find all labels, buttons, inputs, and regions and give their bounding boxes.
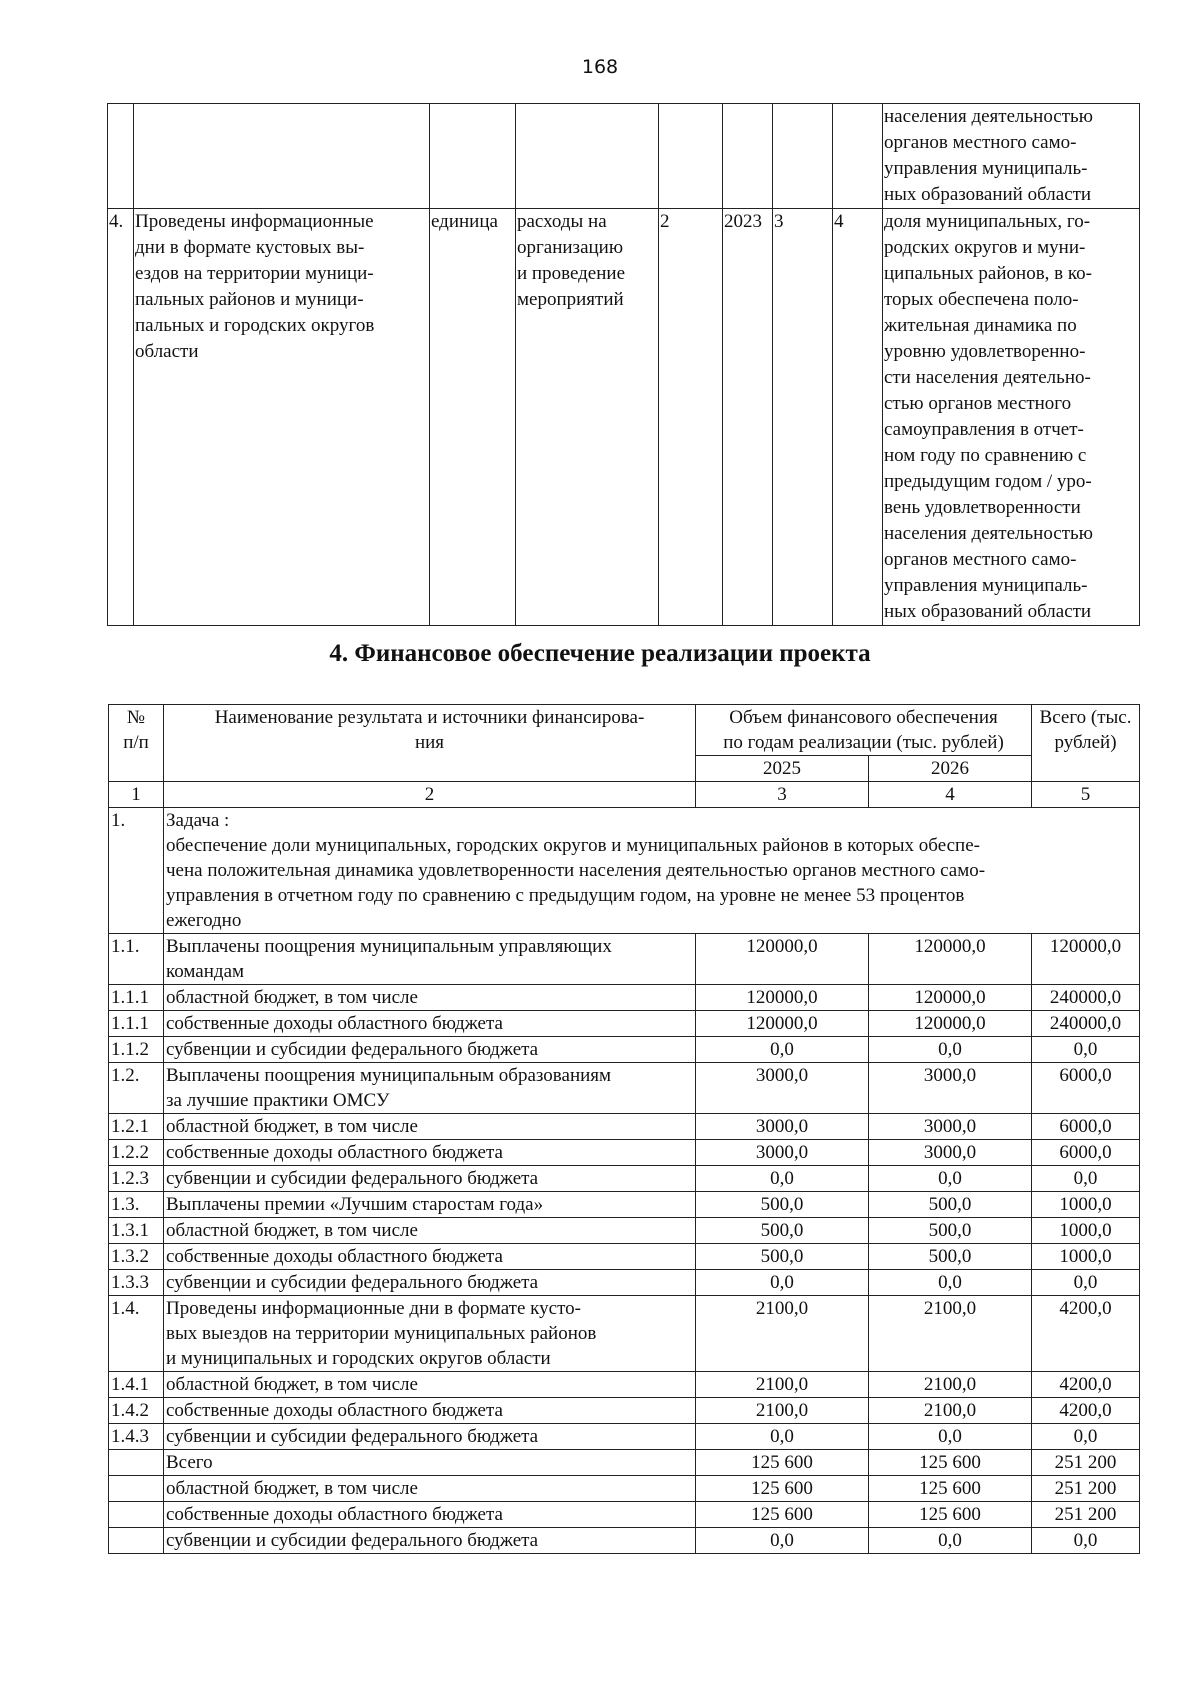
task-text: Задача : обеспечение доли муниципальных, городских округов и муниципальных районов в которых обеспе- чена положительная динамика удовлетворенности населения деятельностью органов местного само- управления в отчетном году по сравнению с предыдущим годом, на уровне не менее 53 процентов ежегодно bbox=[164, 808, 1140, 934]
row-name: Проведены информационные дни в формате кусто- вых выездов на территории муниципальных районов и муниципальных и городских округов области bbox=[164, 1296, 696, 1372]
table-row bbox=[109, 1166, 1140, 1192]
table-row bbox=[108, 104, 1140, 209]
value-2025: 500,0 bbox=[696, 1244, 869, 1270]
table-row bbox=[109, 1398, 1140, 1424]
row-name: собственные доходы областного бюджета bbox=[164, 1244, 696, 1270]
value-total: 0,0 bbox=[1032, 1270, 1140, 1296]
table-row bbox=[109, 1296, 1140, 1372]
header-year: 2026 bbox=[869, 756, 1032, 782]
row-name: собственные доходы областного бюджета bbox=[164, 1140, 696, 1166]
value-total: 6000,0 bbox=[1032, 1114, 1140, 1140]
value-total: 1000,0 bbox=[1032, 1192, 1140, 1218]
table-row bbox=[109, 1450, 1140, 1476]
row-number: 1.1.1 bbox=[109, 1011, 164, 1037]
row-number: 1.2.1 bbox=[109, 1114, 164, 1140]
value-2026: 0,0 bbox=[869, 1528, 1032, 1554]
value-2026: 120000,0 bbox=[869, 1011, 1032, 1037]
value-2025: 2100,0 bbox=[696, 1398, 869, 1424]
header-row bbox=[109, 705, 1140, 756]
value-2025: 125 600 bbox=[696, 1476, 869, 1502]
column-number: 4 bbox=[869, 782, 1032, 808]
table-row bbox=[109, 1192, 1140, 1218]
value-total: 4200,0 bbox=[1032, 1372, 1140, 1398]
value-total: 0,0 bbox=[1032, 1424, 1140, 1450]
value-2025: 125 600 bbox=[696, 1502, 869, 1528]
task-row bbox=[109, 808, 1140, 934]
value-cell: 4 bbox=[833, 209, 883, 626]
column-number: 2 bbox=[164, 782, 696, 808]
cell bbox=[833, 104, 883, 209]
row-name: областной бюджет, в том числе bbox=[164, 1114, 696, 1140]
cell bbox=[723, 104, 773, 209]
value-2025: 120000,0 bbox=[696, 934, 869, 985]
table-row bbox=[109, 1011, 1140, 1037]
value-2026: 2100,0 bbox=[869, 1296, 1032, 1372]
row-number: 1.3.1 bbox=[109, 1218, 164, 1244]
row-number: 1.3.2 bbox=[109, 1244, 164, 1270]
value-2025: 2100,0 bbox=[696, 1296, 869, 1372]
value-2026: 3000,0 bbox=[869, 1063, 1032, 1114]
table-row bbox=[109, 1528, 1140, 1554]
value-2026: 0,0 bbox=[869, 1424, 1032, 1450]
row-name: Выплачены поощрения муниципальным образованиям за лучшие практики ОМСУ bbox=[164, 1063, 696, 1114]
row-name: субвенции и субсидии федерального бюджета bbox=[164, 1424, 696, 1450]
row-name: областной бюджет, в том числе bbox=[164, 985, 696, 1011]
value-2025: 2100,0 bbox=[696, 1372, 869, 1398]
column-number: 1 bbox=[109, 782, 164, 808]
value-2025: 0,0 bbox=[696, 1424, 869, 1450]
cell bbox=[516, 104, 659, 209]
row-number: 1.4. bbox=[109, 1296, 164, 1372]
row-number bbox=[109, 1476, 164, 1502]
row-name: Выплачены поощрения муниципальным управляющих командам bbox=[164, 934, 696, 985]
cell bbox=[108, 104, 134, 209]
section-title: 4. Финансовое обеспечение реализации проекта bbox=[329, 640, 871, 667]
value-2025: 125 600 bbox=[696, 1450, 869, 1476]
row-name: Всего bbox=[164, 1450, 696, 1476]
value-2026: 3000,0 bbox=[869, 1114, 1032, 1140]
indicator-cell: населения деятельностью органов местного само- управления муниципаль- ных образований области bbox=[883, 104, 1140, 209]
row-name: областной бюджет, в том числе bbox=[164, 1476, 696, 1502]
column-number: 5 bbox=[1032, 782, 1140, 808]
table-row bbox=[109, 1476, 1140, 1502]
row-name: областной бюджет, в том числе bbox=[164, 1218, 696, 1244]
value-2026: 120000,0 bbox=[869, 934, 1032, 985]
row-name: субвенции и субсидии федерального бюджета bbox=[164, 1270, 696, 1296]
row-number bbox=[109, 1502, 164, 1528]
column-numbers-row bbox=[109, 782, 1140, 808]
value-2026: 125 600 bbox=[869, 1476, 1032, 1502]
header-num: № п/п bbox=[109, 705, 164, 782]
row-name: Выплачены премии «Лучшим старостам года» bbox=[164, 1192, 696, 1218]
unit-cell: единица bbox=[430, 209, 516, 626]
table-row bbox=[109, 985, 1140, 1011]
header-total: Всего (тыс. рублей) bbox=[1032, 705, 1140, 782]
value-2026: 125 600 bbox=[869, 1502, 1032, 1528]
value-2025: 120000,0 bbox=[696, 985, 869, 1011]
value-total: 1000,0 bbox=[1032, 1244, 1140, 1270]
cell bbox=[659, 104, 723, 209]
row-number: 1.1.2 bbox=[109, 1037, 164, 1063]
row-number: 4. bbox=[108, 209, 134, 626]
value-2025: 0,0 bbox=[696, 1037, 869, 1063]
financing-table bbox=[108, 704, 1140, 1554]
row-number: 1.4.2 bbox=[109, 1398, 164, 1424]
table-row bbox=[109, 1244, 1140, 1270]
table-row bbox=[109, 1063, 1140, 1114]
value-2025: 3000,0 bbox=[696, 1063, 869, 1114]
value-total: 120000,0 bbox=[1032, 934, 1140, 985]
value-2026: 500,0 bbox=[869, 1218, 1032, 1244]
value-2026: 120000,0 bbox=[869, 985, 1032, 1011]
value-2025: 500,0 bbox=[696, 1192, 869, 1218]
value-2025: 0,0 bbox=[696, 1528, 869, 1554]
value-2025: 500,0 bbox=[696, 1218, 869, 1244]
table-row bbox=[109, 1270, 1140, 1296]
table-row bbox=[109, 1218, 1140, 1244]
row-name: областной бюджет, в том числе bbox=[164, 1372, 696, 1398]
row-number bbox=[109, 1528, 164, 1554]
header-volume: Объем финансового обеспечения по годам реализации (тыс. рублей) bbox=[696, 705, 1032, 756]
value-total: 240000,0 bbox=[1032, 985, 1140, 1011]
value-total: 0,0 bbox=[1032, 1528, 1140, 1554]
row-number: 1.2. bbox=[109, 1063, 164, 1114]
value-total: 1000,0 bbox=[1032, 1218, 1140, 1244]
value-total: 251 200 bbox=[1032, 1450, 1140, 1476]
value-2026: 500,0 bbox=[869, 1244, 1032, 1270]
cell bbox=[134, 104, 430, 209]
value-total: 4200,0 bbox=[1032, 1296, 1140, 1372]
table-row bbox=[109, 1372, 1140, 1398]
row-number: 1.4.3 bbox=[109, 1424, 164, 1450]
row-name: собственные доходы областного бюджета bbox=[164, 1011, 696, 1037]
table-row bbox=[109, 1140, 1140, 1166]
cell bbox=[430, 104, 516, 209]
table-row bbox=[109, 1424, 1140, 1450]
row-number: 1.3.3 bbox=[109, 1270, 164, 1296]
value-2026: 0,0 bbox=[869, 1166, 1032, 1192]
page-number: 168 bbox=[581, 56, 619, 78]
value-total: 6000,0 bbox=[1032, 1140, 1140, 1166]
row-number: 1.2.3 bbox=[109, 1166, 164, 1192]
row-number: 1.2.2 bbox=[109, 1140, 164, 1166]
row-name: субвенции и субсидии федерального бюджета bbox=[164, 1528, 696, 1554]
row-number: 1.1. bbox=[109, 934, 164, 985]
indicator-cell: доля муниципальных, го- родских округов и муни- ципальных районов, в ко- торых обеспечена поло- жительная динамика по уровню удовлетворенно- сти населения деятельно- стью органов местного самоуправления в отчет- ном году по сравнению с предыдущим годом / уро- вень удовлетворенности населения деятельностью органов местного само- управления муниципаль- ных образований области bbox=[883, 209, 1140, 626]
value-2026: 125 600 bbox=[869, 1450, 1032, 1476]
cell bbox=[773, 104, 833, 209]
value-total: 251 200 bbox=[1032, 1502, 1140, 1528]
results-table bbox=[107, 103, 1140, 626]
value-total: 240000,0 bbox=[1032, 1011, 1140, 1037]
value-total: 0,0 bbox=[1032, 1166, 1140, 1192]
value-2026: 500,0 bbox=[869, 1192, 1032, 1218]
row-number: 1.1.1 bbox=[109, 985, 164, 1011]
column-number: 3 bbox=[696, 782, 869, 808]
value-2026: 0,0 bbox=[869, 1037, 1032, 1063]
type-cell: расходы на организацию и проведение мероприятий bbox=[516, 209, 659, 626]
value-total: 6000,0 bbox=[1032, 1063, 1140, 1114]
value-2025: 0,0 bbox=[696, 1166, 869, 1192]
value-total: 4200,0 bbox=[1032, 1398, 1140, 1424]
row-number: 1.4.1 bbox=[109, 1372, 164, 1398]
value-2026: 2100,0 bbox=[869, 1398, 1032, 1424]
task-num: 1. bbox=[109, 808, 164, 934]
value-2025: 0,0 bbox=[696, 1270, 869, 1296]
table-row bbox=[109, 1502, 1140, 1528]
header-name: Наименование результата и источники финансирова- ния bbox=[164, 705, 696, 782]
table-row bbox=[108, 209, 1140, 626]
result-cell: Проведены информационные дни в формате кустовых вы- ездов на территории муници- пальных районов и муници- пальных и городских округов области bbox=[134, 209, 430, 626]
value-total: 0,0 bbox=[1032, 1037, 1140, 1063]
value-2025: 120000,0 bbox=[696, 1011, 869, 1037]
table-row bbox=[109, 1114, 1140, 1140]
header-year: 2025 bbox=[696, 756, 869, 782]
row-number: 1.3. bbox=[109, 1192, 164, 1218]
value-2026: 3000,0 bbox=[869, 1140, 1032, 1166]
value-cell: 3 bbox=[773, 209, 833, 626]
table-row bbox=[109, 1037, 1140, 1063]
value-2026: 0,0 bbox=[869, 1270, 1032, 1296]
table-row bbox=[109, 934, 1140, 985]
row-name: субвенции и субсидии федерального бюджета bbox=[164, 1166, 696, 1192]
value-2025: 3000,0 bbox=[696, 1140, 869, 1166]
value-2025: 3000,0 bbox=[696, 1114, 869, 1140]
value-total: 251 200 bbox=[1032, 1476, 1140, 1502]
base-value-cell: 2 bbox=[659, 209, 723, 626]
row-number bbox=[109, 1450, 164, 1476]
row-name: собственные доходы областного бюджета bbox=[164, 1502, 696, 1528]
value-2026: 2100,0 bbox=[869, 1372, 1032, 1398]
row-name: собственные доходы областного бюджета bbox=[164, 1398, 696, 1424]
row-name: субвенции и субсидии федерального бюджета bbox=[164, 1037, 696, 1063]
base-year-cell: 2023 bbox=[723, 209, 773, 626]
